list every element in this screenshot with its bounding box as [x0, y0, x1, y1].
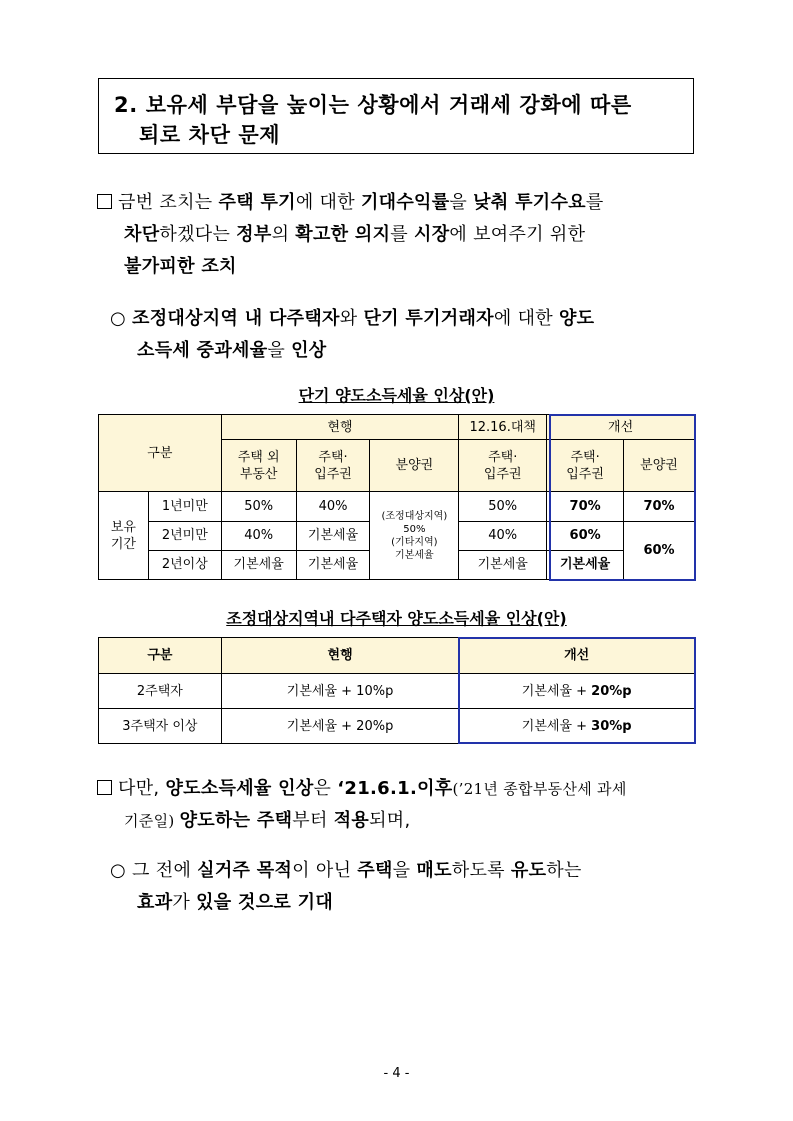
square-bullet-icon	[97, 780, 112, 795]
para1-line2	[124, 224, 585, 246]
para1-line1	[118, 192, 604, 213]
text-run: 그 전에	[132, 860, 198, 881]
para2-line2	[137, 340, 327, 362]
gubun-cell: 3주택자 이상	[99, 709, 222, 744]
period-cell: 1년미만	[148, 492, 221, 521]
text-run: 불가피한 조치	[124, 256, 237, 277]
multi-home-tax-table	[98, 637, 695, 744]
text-run: 실거주 목적	[197, 860, 293, 881]
header-1216: 12.16.대책	[459, 415, 547, 440]
para2-bullet-line1	[110, 308, 594, 330]
period-cell: 2년미만	[148, 521, 221, 550]
header-improve: 개선	[547, 415, 695, 440]
house-etc-cell: 50%	[221, 492, 296, 521]
table-row	[99, 674, 695, 709]
period-label: 보유 기간	[99, 492, 149, 580]
improve-house-cell: 60%	[547, 521, 624, 550]
house-right-cell: 기본세율	[296, 521, 370, 550]
improve-house-cell: 70%	[547, 492, 624, 521]
square-bullet-icon	[97, 194, 112, 209]
improve-presale-merged-cell: 60%	[624, 521, 695, 579]
table-row	[99, 492, 695, 521]
d1216-cell: 기본세율	[459, 550, 547, 579]
text-run: 의	[271, 224, 296, 245]
text-run: 적용	[333, 810, 370, 831]
house-etc-cell: 40%	[221, 521, 296, 550]
text-run: 주택	[357, 860, 393, 881]
text-run: 을	[392, 860, 417, 881]
circle-bullet-icon: ○	[110, 860, 127, 881]
text-run: 가	[172, 892, 197, 913]
improve-cell	[459, 709, 695, 744]
text-run: 차단	[124, 224, 160, 245]
para2-line1	[132, 308, 594, 329]
short-term-tax-table	[98, 414, 695, 580]
header-improve-house: 주택· 입주권	[547, 440, 624, 492]
improve-presale-cell: 70%	[624, 492, 695, 521]
text-run: 정부	[236, 224, 272, 245]
text-run: 있을 것으로 기대	[196, 892, 334, 913]
house-right-cell: 기본세율	[296, 550, 370, 579]
table-row	[99, 709, 695, 744]
text-run: 시장	[414, 224, 450, 245]
text-run: 조정대상지역 내 다주택자	[132, 308, 340, 329]
house-etc-cell: 기본세율	[221, 550, 296, 579]
header-gubun: 구분	[99, 415, 222, 492]
header-1216-house: 주택· 입주권	[459, 440, 547, 492]
header-presale: 분양권	[370, 440, 459, 492]
d1216-cell: 40%	[459, 521, 547, 550]
text-run: 확고한 의지	[295, 224, 391, 245]
text-run: 금번 조치는	[118, 192, 219, 213]
text-run: 부터	[292, 810, 334, 831]
text-run: 인상	[291, 340, 327, 361]
period-cell: 2년이상	[148, 550, 221, 579]
text-run: 하겠다는	[159, 224, 237, 245]
text-run: 이 아닌	[292, 860, 358, 881]
text-run: ‘21.6.1.이후	[337, 778, 453, 799]
header-gubun: 구분	[99, 638, 222, 674]
section-heading-box	[98, 78, 694, 154]
text-run: 하는	[546, 860, 582, 881]
header-house-etc: 주택 외 부동산	[221, 440, 296, 492]
header-improve-presale: 분양권	[624, 440, 695, 492]
d1216-cell: 50%	[459, 492, 547, 521]
presale-current-cell: (조정대상지역) 50% (기타지역) 기본세율	[370, 492, 459, 580]
text-run: 에 대한	[493, 308, 559, 329]
para4-line1	[132, 860, 582, 881]
improve-base-text: 기본세율 +	[521, 683, 592, 699]
text-run: 매도	[416, 860, 452, 881]
para3-line1	[118, 778, 627, 799]
text-run: 에 대한	[295, 192, 361, 213]
text-run: 양도	[558, 308, 595, 329]
text-run: 소득세 중과세율	[137, 340, 268, 361]
gubun-cell: 2주택자	[99, 674, 222, 709]
text-run: 를	[585, 192, 604, 213]
para4-line2	[137, 892, 333, 914]
improve-house-cell: 기본세율	[547, 550, 624, 579]
text-run: 기준일)	[124, 812, 180, 830]
text-run: 양도소득세율 인상	[165, 778, 314, 799]
text-run: 되며,	[369, 810, 411, 831]
improve-rate-text: 30%p	[591, 718, 632, 734]
text-run: 양도하는 주택	[179, 810, 293, 831]
text-run: 유도	[510, 860, 547, 881]
header-house-right: 주택· 입주권	[296, 440, 370, 492]
text-run: 하도록	[451, 860, 511, 881]
header-current: 현행	[221, 415, 459, 440]
text-run: 낮춰 투기수요	[473, 192, 586, 213]
improve-rate-text: 20%p	[591, 683, 632, 699]
text-run: 은	[313, 778, 338, 799]
header-improve: 개선	[459, 638, 695, 674]
text-run: 다만,	[118, 778, 166, 799]
text-run: 를	[390, 224, 415, 245]
para1-bullet-line1	[97, 192, 604, 214]
text-run: 와	[339, 308, 364, 329]
improve-cell	[459, 674, 695, 709]
text-run: 을	[267, 340, 292, 361]
table2-caption: 조정대상지역내 다주택자 양도소득세율 인상(안)	[226, 609, 567, 628]
para1-line3	[124, 256, 237, 278]
current-cell: 기본세율 + 20%p	[221, 709, 459, 744]
header-current: 현행	[221, 638, 459, 674]
section-heading-line2: 퇴로 차단 문제	[139, 123, 281, 147]
text-run: 효과	[137, 892, 173, 913]
para3-line2	[124, 810, 411, 832]
house-right-cell: 40%	[296, 492, 370, 521]
section-heading-line1: 2. 보유세 부담을 높이는 상황에서 거래세 강화에 따른	[114, 93, 632, 117]
para3-bullet-line1	[97, 778, 627, 800]
text-run: 에 보여주기 위한	[449, 224, 586, 245]
improve-base-text: 기본세율 +	[521, 718, 592, 734]
text-run: 단기 투기거래자	[363, 308, 494, 329]
para4-bullet-line1	[110, 860, 582, 882]
table1-caption: 단기 양도소득세율 인상(안)	[298, 386, 495, 405]
circle-bullet-icon: ○	[110, 308, 127, 329]
text-run: 주택 투기	[218, 192, 296, 213]
text-run: 을	[449, 192, 474, 213]
text-run: (’21년 종합부동산세 과세	[452, 780, 627, 798]
current-cell: 기본세율 + 10%p	[221, 674, 459, 709]
text-run: 기대수익률	[360, 192, 450, 213]
page-number: - 4 -	[383, 1066, 410, 1081]
